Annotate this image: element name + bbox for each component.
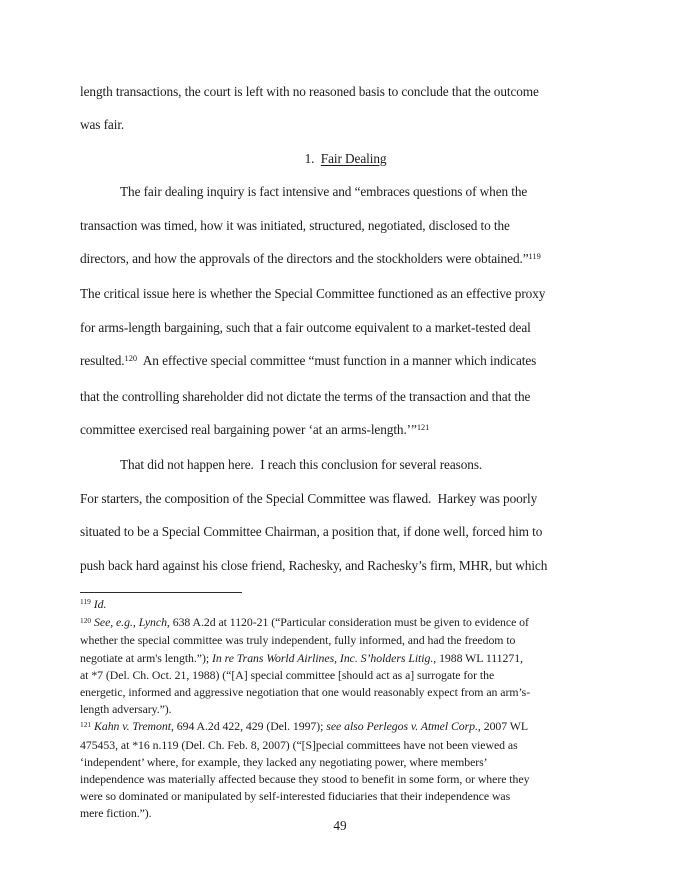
text-segment: That did not happen here. I reach this conclusion for several reasons. (120, 457, 483, 473)
text-segment: was fair. (80, 117, 125, 133)
text-segment: In re Trans World Airlines, Inc. S’holders Litig. (211, 650, 434, 665)
text-segment: independence was materially affected because they stood to benefit in some form, or where they (80, 772, 530, 787)
text-segment: , 1988 WL 111271, (433, 650, 523, 665)
text-segment: An effective special committee “must function in a manner which indicates (137, 353, 537, 369)
footnote-line (80, 667, 611, 684)
footnote-line (80, 684, 611, 701)
footnote-line (80, 788, 611, 805)
page-number: 49 (333, 818, 347, 833)
footnote-line (80, 737, 611, 754)
text-segment: energetic, informed and aggressive negotiation that one would reasonably expect from an arm’s- (80, 685, 531, 700)
body-line (80, 515, 611, 548)
text-segment: , 694 A.2d 422, 429 (Del. 1997); (170, 719, 327, 734)
body-line (80, 242, 611, 277)
footnote-ref: 121 (416, 422, 430, 432)
footnote-ref: 119 (80, 597, 91, 607)
text-segment: length adversary.”). (80, 702, 172, 717)
text-segment: 475453, at *16 n.119 (Del. Ch. Feb. 8, 2007) (“[S]pecial committees have not been viewed as (80, 737, 518, 752)
text-segment: committee exercised real bargaining power ‘at an arms-length.’” (80, 422, 417, 438)
text-segment: transaction was timed, how it was initiated, structured, negotiated, disclosed to the (80, 217, 510, 233)
footnote-ref: 121 (80, 719, 92, 729)
text-segment: mere fiction.”). (80, 806, 152, 821)
text-segment: situated to be a Special Committee Chairman, a position that, if done well, forced him to (80, 524, 543, 540)
text-segment: push back hard against his close friend, Rachesky, and Rachesky’s firm, MHR, but which (80, 557, 548, 573)
body-line (80, 380, 611, 413)
body-text (80, 75, 611, 582)
text-segment: 1. (304, 150, 321, 166)
footnote-line (80, 754, 611, 771)
footnote-line (80, 718, 611, 736)
footnote-section (80, 592, 611, 823)
footnote-line (80, 771, 611, 788)
body-line (80, 413, 611, 448)
text-segment: at *7 (Del. Ch. Oct. 21, 1988) (“[A] special committee [should act as a] surrogate for the (80, 667, 495, 682)
text-segment: resulted. (80, 353, 125, 369)
text-segment: for arms-length bargaining, such that a fair outcome equivalent to a market-tested deal (80, 319, 531, 335)
text-segment: directors, and how the approvals of the directors and the stockholders were obtained.” (80, 251, 529, 267)
footnote-line (80, 701, 611, 718)
body-line (80, 448, 611, 481)
text-segment: For starters, the composition of the Special Committee was flawed. Harkey was poorly (80, 490, 538, 506)
section-heading (80, 142, 611, 175)
text-segment: that the controlling shareholder did not dictate the terms of the transaction and that the (80, 388, 531, 404)
text-segment: were so dominated or manipulated by self-interested fiduciaries that their independence was (80, 789, 511, 804)
text-segment: ‘independent’ where, for example, they lacked any negotiating power, where members’ (80, 754, 488, 769)
text-segment: The fair dealing inquiry is fact intensive and “embraces questions of when the (120, 184, 528, 200)
footnote-separator (80, 592, 242, 593)
text-segment: whether the special committee was truly independent, fully informed, and had the freedom to (80, 633, 516, 648)
footnote-line (80, 632, 611, 649)
footnote-line (80, 596, 611, 614)
body-line (80, 482, 611, 515)
text-segment: , 2007 WL (477, 719, 529, 734)
body-line (80, 209, 611, 242)
text-segment: Fair Dealing (320, 150, 387, 166)
footnote-ref: 119 (528, 251, 541, 261)
text-segment: Kahn v. Tremont (91, 719, 171, 734)
footnote-ref: 120 (80, 615, 92, 625)
body-line (80, 75, 611, 108)
body-line (80, 175, 611, 208)
text-segment: The critical issue here is whether the Special Committee functioned as an effective proxy (80, 286, 546, 302)
text-segment: Id. (90, 597, 107, 611)
text-segment: see also Perlegos v. Atmel Corp. (326, 719, 478, 734)
text-segment: , 638 A.2d at 1120-21 (“Particular consideration must be given to evidence of (166, 615, 529, 630)
body-line (80, 311, 611, 344)
body-line (80, 108, 611, 141)
text-segment: negotiate at arm's length.”); (80, 650, 212, 665)
footnote-lines (80, 596, 611, 823)
body-line (80, 277, 611, 310)
text-segment: See, e.g., Lynch (91, 615, 167, 630)
footnote-ref: 120 (124, 354, 138, 364)
body-line (80, 344, 611, 379)
footnote-line (80, 614, 611, 632)
footnote-line (80, 650, 611, 667)
text-segment: length transactions, the court is left with no reasoned basis to conclude that the outcome (80, 84, 539, 99)
body-line (80, 549, 611, 582)
